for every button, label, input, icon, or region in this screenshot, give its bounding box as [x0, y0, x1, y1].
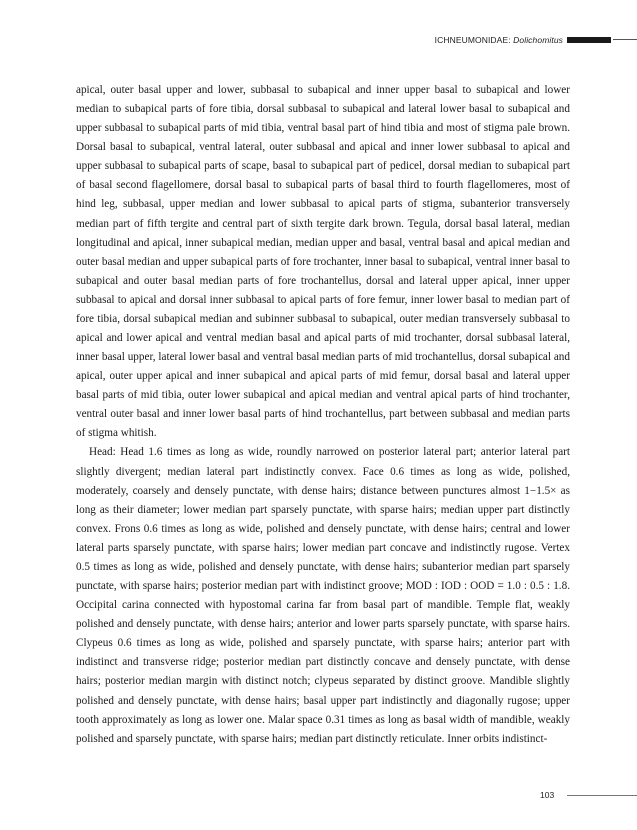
- running-header: [0, 34, 637, 46]
- paragraph-head-description: Head: Head 1.6 times as long as wide, roundly narrowed on posterior lateral part; anterior lateral part slightly divergent; median lateral part indistinctly convex. Face 0.6 times as long as wide, polished, moderately, coarsely and densely punctate, with dense hairs; distance between punctures almost 1−1.5× as long as their diameter; lower median part sparsely punctate, with sparse hairs; median upper part distinctly convex. Frons 0.6 times as long as wide, polished and densely punctate, with dense hairs; central and lower lateral parts sparsely punctate, with sparse hairs; lower median part concave and indistinctly rugose. Vertex 0.5 times as long as wide, polished and densely punctate, with dense hairs; subanterior median part sparsely punctate, with sparse hairs; posterior median part with indistinct groove; MOD : IOD : OOD = 1.0 : 0.5 : 1.8. Occipital carina connected with hypostomal carina far from basal part of mandible. Temple flat, weakly polished and densely punctate, with dense hairs; anterior and lower parts sparsely punctate, with sparse hairs. Clypeus 0.6 times as long as wide, polished and sparsely punctate, with sparse hairs; anterior part with indistinct and transverse ridge; posterior median part distinctly concave and densely punctate, with dense hairs; posterior median margin with distinct notch; clypeus separated by distinct groove. Mandible slightly polished and densely punctate, with dense hairs; basal upper part indistinctly and diagonally rugose; upper tooth approximately as long as lower one. Malar space 0.31 times as long as basal width of mandible, weakly polished and sparsely punctate, with sparse hairs; median part distinctly reticulate. Inner orbits indistinct-: [76, 446, 570, 745]
- running-head-family: ICHNEUMONIDAE:: [434, 35, 511, 45]
- footer-rule: [567, 795, 637, 796]
- header-black-bar: [567, 37, 611, 43]
- paragraph-color-description: apical, outer basal upper and lower, subbasal to subapical and inner upper basal to subapical and lower median to subapical parts of fore tibia, dorsal subbasal to subapical and lateral lower basal to subapical and upper subbasal to subapical parts of mid tibia, ventral basal part of hind tibia and most of stigma pale brown. Dorsal basal to subapical, ventral lateral, outer subbasal and apical and inner lower subbasal to apical and upper subbasal to subapical parts of scape, basal to subapical part of pedicel, dorsal median to subapical part of basal second flagellomere, dorsal basal to subapical parts of basal third to fourth flagellomeres, most of hind leg, subbasal, upper median and lower subbasal to apical parts of stigma, subanterior transversely median part of fifth tergite and central part of sixth tergite dark brown. Tegula, dorsal basal lateral, median longitudinal and apical, inner subapical median, median upper and basal, ventral basal and apical median and outer basal median and upper subapical parts of fore trochanter, inner basal to subapical, ventral inner basal to subapical and outer basal median parts of fore trochantellus, dorsal and lateral upper apical, inner upper subbasal to apical and dorsal inner subbasal to apical parts of fore femur, inner lower basal to median part of fore tibia, dorsal subapical median and subinner subbasal to subapical, outer median transversely subbasal to apical and lower apical and ventral median basal and apical parts of mid trochanter, dorsal subbasal lateral, inner basal upper, lateral lower basal and ventral basal median parts of mid trochantellus, dorsal subapical and apical, outer upper apical and inner subapical and apical parts of mid femur, dorsal basal and lateral upper basal parts of mid tibia, outer lower subapical and apical median and ventral apical parts of hind trochanter, ventral outer basal and inner lower basal parts of hind trochantellus, part between subbasal and median parts of stigma whitish.: [76, 84, 570, 440]
- page-number: 103: [540, 790, 555, 800]
- running-head-genus: Dolichomitus: [513, 35, 563, 45]
- header-rule: [613, 39, 637, 40]
- body-text: [76, 81, 570, 749]
- running-head-title: [435, 34, 563, 46]
- page-footer: [0, 789, 637, 803]
